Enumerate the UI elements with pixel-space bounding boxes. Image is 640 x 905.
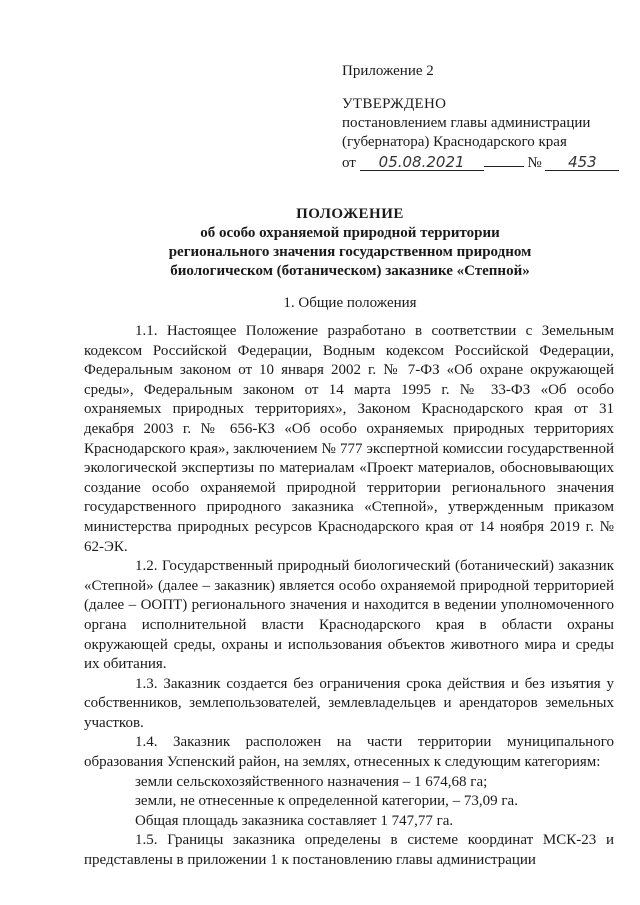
paragraph-1-3: 1.3. Заказник создается без ограничения срока действия и без изъятия у собственников, землепользователей, землевладельцев и арендаторов земельных участков. <box>84 675 614 731</box>
approval-block <box>342 62 612 173</box>
land-category-unassigned: земли, не отнесенные к определенной категории, – 73,09 га. <box>135 793 518 810</box>
paragraph-1-4: 1.4. Заказник расположен на части территории муниципального образования Успенский район, на землях, отнесенных к следующим категориям: <box>84 734 614 771</box>
handwritten-number: 453 <box>545 155 619 171</box>
date-number-line <box>342 152 612 173</box>
handwritten-date: 05.08.2021 <box>360 155 484 171</box>
document-body <box>84 322 614 871</box>
paragraph-1-5: 1.5. Границы заказника определены в системе координат МСК-23 и представлены в приложении 1 к постановлению главы администрации <box>84 832 614 869</box>
section-heading: 1. Общие положения <box>283 295 417 311</box>
decree-line-2: (губернатора) Краснодарского края <box>342 134 567 150</box>
title-line-4: биологическом (ботаническом) заказнике «Степной» <box>170 263 530 279</box>
decree-line-1: постановлением главы администрации <box>342 115 591 131</box>
document-title <box>120 205 580 281</box>
land-category-agricultural: земли сельскохозяйственного назначения – 1 674,68 га; <box>135 773 488 790</box>
paragraph-1-2: 1.2. Государственный природный биологический (ботанический) заказник «Степной» (далее – заказник) является особо охраняемой природной территорией (далее – ООПТ) регионального значения и находится в ведении уполномоченного органа исполнительной власти Краснодарского края в области охраны окружающей среды, охраны и использования объектов животного мира и среды их обитания. <box>84 558 614 673</box>
total-area: Общая площадь заказника составляет 1 747,77 га. <box>135 812 454 829</box>
date-underline <box>484 152 524 167</box>
approved-label: УТВЕРЖДЕНО <box>342 96 447 112</box>
number-label: № <box>527 155 542 171</box>
appendix-label: Приложение 2 <box>342 63 434 79</box>
paragraph-1-1: 1.1. Настоящее Положение разработано в соответствии с Земельным кодексом Российской Федерации, Водным кодексом Российской Федерации, Федеральным законом от 10 января 2002 г. № 7-ФЗ «Об охране окружающей среды», Федеральным законом от 14 марта 1995 г. № 33-ФЗ «Об особо охраняемых природных территориях», Законом Краснодарского края от 31 декабря 2003 г. № 656-КЗ «Об особо охраняемых природных территориях Краснодарского края», заключением № 777 экспертной комиссии государственной экологической экспертизы по материалам «Проект материалов, обосновывающих создание особо охраняемой природной территории регионального значения государственного природного заказника «Степной», утвержденным приказом министерства природных ресурсов Краснодарского края от 14 ноября 2019 г. № 62-ЭК. <box>84 323 614 555</box>
title-line-3: регионального значения государственном природном <box>168 244 532 260</box>
title-main: ПОЛОЖЕНИЕ <box>296 206 404 222</box>
from-label: от <box>342 155 356 171</box>
title-line-2: об особо охраняемой природной территории <box>200 225 500 241</box>
